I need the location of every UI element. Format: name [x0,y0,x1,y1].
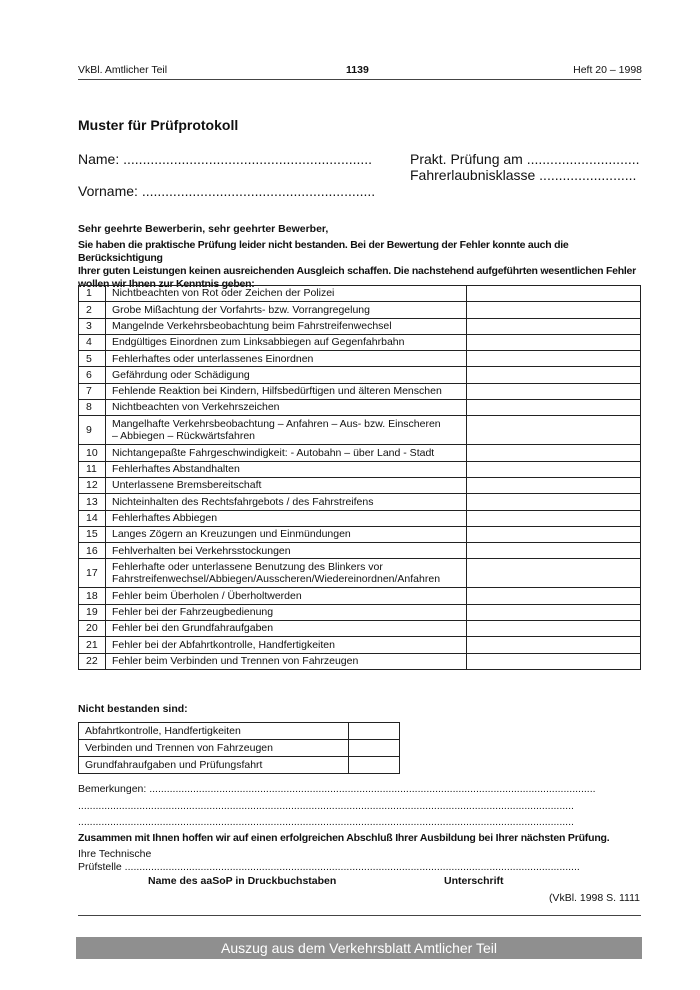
error-description-line: Nichtangepaßte Fahrgeschwindigkeit: - Autobahn – über Land - Stadt [112,446,435,459]
error-table [78,285,641,670]
intro-line: Sie haben die praktische Prüfung leider nicht bestanden. Bei der Bewertung der Fehler konnte auch die Berücksichtigung [78,239,569,264]
error-number: 4 [79,334,106,350]
error-description [106,400,467,416]
error-description [106,461,467,477]
not-passed-item: Verbinden und Trennen von Fahrzeugen [79,740,349,757]
error-mark-cell[interactable] [467,494,641,510]
error-description [106,318,467,334]
not-passed-row [79,723,400,740]
error-description-line: Grobe Mißachtung der Vorfahrts- bzw. Vorrangregelung [112,303,370,316]
error-number: 9 [79,416,106,445]
error-row [79,653,641,669]
error-description-line: Nichtbeachten von Rot oder Zeichen der Polizei [112,287,335,300]
signature-label: Unterschrift [444,875,504,887]
remarks-line-3: .......................................................................................................................................................................... [78,816,574,828]
error-row [79,526,641,542]
error-number: 3 [79,318,106,334]
remarks-line-2: .......................................................................................................................................................................... [78,800,574,812]
error-description [106,543,467,559]
error-row [79,351,641,367]
remarks-line-1: Bemerkungen: ......................................................................................................................................................... [78,783,596,795]
error-mark-cell[interactable] [467,445,641,461]
error-description-line: Fehlerhafte oder unterlassene Benutzung des Blinkers vor [112,560,383,573]
error-description [106,653,467,669]
error-mark-cell[interactable] [467,334,641,350]
error-mark-cell[interactable] [467,383,641,399]
error-description-line: Fehlverhalten bei Verkehrsstockungen [112,544,291,557]
page-number: 1139 [346,64,369,76]
error-mark-cell[interactable] [467,637,641,653]
salutation: Sehr geehrte Bewerberin, sehr geehrter Bewerber, [78,223,329,235]
error-mark-cell[interactable] [467,588,641,604]
error-description-line: Gefährdung oder Schädigung [112,368,250,381]
error-row [79,400,641,416]
error-number: 2 [79,302,106,318]
error-row [79,477,641,493]
error-row [79,334,641,350]
error-mark-cell[interactable] [467,510,641,526]
error-mark-cell[interactable] [467,286,641,302]
error-row [79,621,641,637]
header-left: VkBl. Amtlicher Teil [78,64,168,76]
error-mark-cell[interactable] [467,351,641,367]
error-description [106,510,467,526]
error-description-line: Fehlerhaftes oder unterlassenes Einordnen [112,352,314,365]
error-description-line: Fehler beim Überholen / Überholtwerden [112,589,302,602]
error-description [106,334,467,350]
error-description [106,383,467,399]
error-mark-cell[interactable] [467,526,641,542]
error-mark-cell[interactable] [467,318,641,334]
error-number: 7 [79,383,106,399]
not-passed-checkbox[interactable] [349,723,400,740]
error-number: 17 [79,559,106,588]
error-number: 22 [79,653,106,669]
error-description [106,416,467,445]
footer-bar: Auszug aus dem Verkehrsblatt Amtlicher Teil [76,937,642,959]
document-title: Muster für Prüfprotokoll [78,117,239,133]
error-mark-cell[interactable] [467,621,641,637]
error-number: 14 [79,510,106,526]
error-row [79,543,641,559]
error-row [79,383,641,399]
pruefung-date-field: Prakt. Prüfung am ............................. [410,151,640,167]
error-row [79,367,641,383]
error-number: 12 [79,477,106,493]
error-mark-cell[interactable] [467,653,641,669]
error-row [79,637,641,653]
error-row [79,302,641,318]
not-passed-item: Abfahrtkontrolle, Handfertigkeiten [79,723,349,740]
error-number: 20 [79,621,106,637]
error-description-line: Fehler beim Verbinden und Trennen von Fahrzeugen [112,655,359,668]
error-description [106,559,467,588]
error-number: 6 [79,367,106,383]
error-mark-cell[interactable] [467,416,641,445]
not-passed-checkbox[interactable] [349,757,400,774]
error-mark-cell[interactable] [467,461,641,477]
error-description-line: – Abbiegen – Rückwärtsfahren [112,430,256,443]
error-row [79,445,641,461]
intro-line: wollen wir Ihnen zur Kenntnis geben: [78,278,255,290]
sign-org-line: Ihre Technische [78,848,152,860]
error-mark-cell[interactable] [467,477,641,493]
intro-text [78,239,644,291]
error-mark-cell[interactable] [467,543,641,559]
error-row [79,318,641,334]
error-description-line: Mangelhafte Verkehrsbeobachtung – Anfahren – Aus- bzw. Einscheren [112,417,441,430]
error-description-line: Mangelnde Verkehrsbeobachtung beim Fahrstreifenwechsel [112,319,392,332]
error-row [79,588,641,604]
not-passed-row [79,740,400,757]
error-description [106,302,467,318]
header-divider [78,79,641,80]
vorname-field: Vorname: ............................................................ [78,183,376,199]
error-description-line: Fahrstreifenwechsel/Abbiegen/Ausscheren/Wiedereinordnen/Anfahren [112,573,441,586]
error-description [106,445,467,461]
error-row [79,494,641,510]
error-description [106,526,467,542]
error-number: 18 [79,588,106,604]
error-row [79,461,641,477]
error-number: 10 [79,445,106,461]
error-number: 13 [79,494,106,510]
not-passed-row [79,757,400,774]
error-number: 15 [79,526,106,542]
error-row [79,604,641,620]
error-description-line: Fehlerhaftes Abstandhalten [112,463,240,476]
error-mark-cell[interactable] [467,367,641,383]
error-description-line: Fehlende Reaktion bei Kindern, Hilfsbedürftigen und älteren Menschen [112,385,442,398]
closing-text: Zusammen mit Ihnen hoffen wir auf einen erfolgreichen Abschluß Ihrer Ausbildung bei Ihrer nächsten Prüfung. [78,832,610,844]
name-field: Name: ................................................................ [78,151,373,167]
error-description [106,621,467,637]
error-description-line: Nichtbeachten von Verkehrszeichen [112,401,280,414]
error-description-line: Fehler bei der Fahrzeugbedienung [112,606,274,619]
not-passed-item: Grundfahraufgaben und Prüfungsfahrt [79,757,349,774]
name-label: Name des aaSoP in Druckbuchstaben [148,875,337,887]
error-number: 19 [79,604,106,620]
error-description [106,588,467,604]
error-mark-cell[interactable] [467,302,641,318]
error-description [106,494,467,510]
error-description [106,637,467,653]
error-number: 5 [79,351,106,367]
not-passed-table [78,722,400,774]
error-description [106,286,467,302]
error-number: 8 [79,400,106,416]
error-mark-cell[interactable] [467,400,641,416]
error-description-line: Unterlassene Bremsbereitschaft [112,479,262,492]
citation: (VkBl. 1998 S. 1111 [548,892,640,904]
error-row [79,286,641,302]
error-mark-cell[interactable] [467,604,641,620]
error-number: 11 [79,461,106,477]
intro-line: Ihrer guten Leistungen keinen ausreichenden Ausgleich schaffen. Die nachstehend aufgeführten wesentlichen Fehler [78,265,636,277]
error-number: 16 [79,543,106,559]
error-row [79,559,641,588]
not-passed-label: Nicht bestanden sind: [78,703,188,715]
error-description [106,367,467,383]
error-description-line: Fehlerhaftes Abbiegen [112,511,218,524]
error-description-line: Fehler bei den Grundfahraufgaben [112,622,274,635]
fahrerlaubnisklasse-field: Fahrerlaubnisklasse ......................... [410,167,637,183]
error-description-line: Langes Zögern an Kreuzungen und Einmündungen [112,528,351,541]
error-number: 1 [79,286,106,302]
error-description [106,477,467,493]
error-description [106,351,467,367]
error-row [79,416,641,445]
error-description [106,604,467,620]
sign-dotted-line: Prüfstelle ............................................................................................................................................................ [78,861,580,873]
footer-divider [78,915,641,916]
error-row [79,510,641,526]
error-number: 21 [79,637,106,653]
error-description-line: Endgültiges Einordnen zum Linksabbiegen auf Gegenfahrbahn [112,336,405,349]
error-mark-cell[interactable] [467,559,641,588]
not-passed-checkbox[interactable] [349,740,400,757]
error-description-line: Fehler bei der Abfahrtkontrolle, Handfertigkeiten [112,638,335,651]
error-description-line: Nichteinhalten des Rechtsfahrgebots / des Fahrstreifens [112,495,374,508]
header-right: Heft 20 – 1998 [573,64,642,76]
